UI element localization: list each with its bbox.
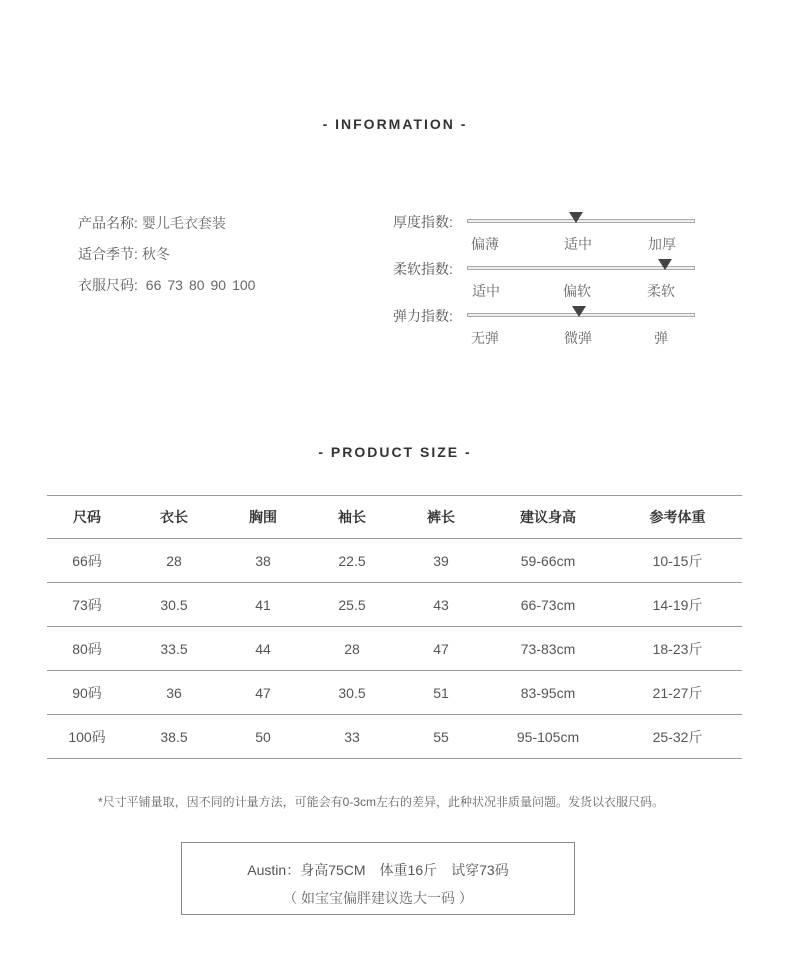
model-info-box bbox=[181, 842, 575, 915]
header-pants: 裤长 bbox=[427, 509, 455, 525]
gauge-option: 无弹 bbox=[471, 330, 499, 346]
header-weight: 参考体重 bbox=[649, 509, 706, 525]
table-cell: 83-95cm bbox=[520, 684, 576, 701]
table-row bbox=[47, 671, 742, 715]
table-cell: 95-105cm bbox=[516, 728, 580, 745]
table-cell: 90码 bbox=[72, 684, 102, 701]
measurement-note: *尺寸平铺量取，因不同的计量方法，可能会有0-3cm左右的差异，此种状况非质量问题。发货以衣服尺码。 bbox=[98, 795, 665, 809]
gauge-pointer bbox=[569, 212, 583, 223]
product-info bbox=[78, 213, 261, 306]
gauge-label: 弹力指数: bbox=[393, 308, 453, 324]
size-value: 90 bbox=[210, 277, 227, 293]
product-name-label: 产品名称: bbox=[78, 215, 138, 231]
gauge-pointer bbox=[572, 306, 586, 317]
gauge-label: 柔软指数: bbox=[393, 261, 453, 277]
table-cell: 30.5 bbox=[160, 596, 188, 613]
season-value: 秋冬 bbox=[141, 246, 170, 262]
table-cell: 47 bbox=[433, 640, 449, 657]
table-cell: 22.5 bbox=[338, 552, 366, 569]
gauge-option: 适中 bbox=[472, 283, 500, 299]
size-value: 73 bbox=[167, 277, 183, 293]
table-cell: 38.5 bbox=[160, 728, 188, 745]
gauge-option: 偏软 bbox=[563, 283, 591, 299]
size-value: 100 bbox=[232, 277, 256, 293]
header-chest: 胸围 bbox=[249, 509, 277, 525]
table-row bbox=[47, 583, 742, 627]
header-height: 建议身高 bbox=[520, 509, 576, 525]
table-cell: 59-66cm bbox=[520, 552, 576, 569]
model-advice-line: （ 如宝宝偏胖建议选大一码 ） bbox=[283, 890, 473, 906]
product-name-row bbox=[78, 213, 261, 244]
gauge-option: 柔软 bbox=[647, 283, 675, 299]
size-row bbox=[78, 275, 261, 306]
table-cell: 10-15斤 bbox=[652, 552, 703, 569]
gauge-option: 偏薄 bbox=[471, 236, 499, 252]
table-row bbox=[47, 539, 742, 583]
size-table bbox=[47, 495, 742, 759]
table-cell: 33.5 bbox=[160, 640, 188, 657]
table-cell: 73码 bbox=[72, 596, 102, 613]
gauge-option: 弹 bbox=[654, 330, 668, 346]
gauge-option: 微弹 bbox=[564, 330, 592, 346]
product-size-title: - PRODUCT SIZE - bbox=[318, 444, 472, 460]
size-value: 80 bbox=[188, 277, 205, 293]
table-row bbox=[47, 715, 742, 759]
table-cell: 43 bbox=[433, 596, 449, 613]
table-cell: 66-73cm bbox=[520, 596, 576, 613]
table-header-row bbox=[47, 496, 742, 539]
table-cell: 47 bbox=[255, 684, 271, 701]
gauge-label: 厚度指数: bbox=[393, 214, 453, 230]
gauge-option: 加厚 bbox=[648, 236, 676, 252]
table-cell: 50 bbox=[255, 728, 271, 745]
table-cell: 66码 bbox=[72, 552, 102, 569]
table-cell: 73-83cm bbox=[520, 640, 576, 657]
table-cell: 38 bbox=[255, 552, 271, 569]
gauge-pointer bbox=[658, 259, 672, 270]
size-value: 66 bbox=[145, 277, 162, 293]
table-cell: 80码 bbox=[72, 640, 102, 657]
table-cell: 33 bbox=[344, 728, 360, 745]
header-length: 衣长 bbox=[160, 509, 188, 525]
table-cell: 18-23斤 bbox=[652, 640, 703, 657]
season-row bbox=[78, 244, 261, 275]
table-cell: 44 bbox=[255, 640, 271, 657]
size-label: 衣服尺码: bbox=[78, 277, 138, 293]
table-cell: 28 bbox=[344, 640, 360, 657]
gauge-option: 适中 bbox=[564, 236, 592, 252]
table-cell: 41 bbox=[255, 596, 271, 613]
model-info-line: Austin：身高75CM 体重16斤 试穿73码 bbox=[247, 862, 509, 878]
table-cell: 14-19斤 bbox=[652, 596, 703, 613]
table-row bbox=[47, 627, 742, 671]
table-cell: 30.5 bbox=[338, 684, 366, 701]
table-cell: 55 bbox=[433, 728, 449, 745]
table-cell: 39 bbox=[433, 552, 449, 569]
table-cell: 21-27斤 bbox=[652, 684, 703, 701]
header-size: 尺码 bbox=[73, 509, 101, 525]
table-cell: 100码 bbox=[68, 728, 106, 745]
product-name-value: 婴儿毛衣套装 bbox=[141, 215, 226, 231]
information-title: - INFORMATION - bbox=[322, 116, 468, 132]
table-cell: 28 bbox=[166, 552, 182, 569]
season-label: 适合季节: bbox=[78, 246, 138, 262]
table-cell: 51 bbox=[433, 684, 449, 701]
header-sleeve: 袖长 bbox=[338, 509, 366, 525]
table-cell: 25.5 bbox=[338, 596, 366, 613]
table-cell: 36 bbox=[166, 684, 182, 701]
size-values bbox=[142, 277, 262, 293]
table-cell: 25-32斤 bbox=[652, 728, 703, 745]
